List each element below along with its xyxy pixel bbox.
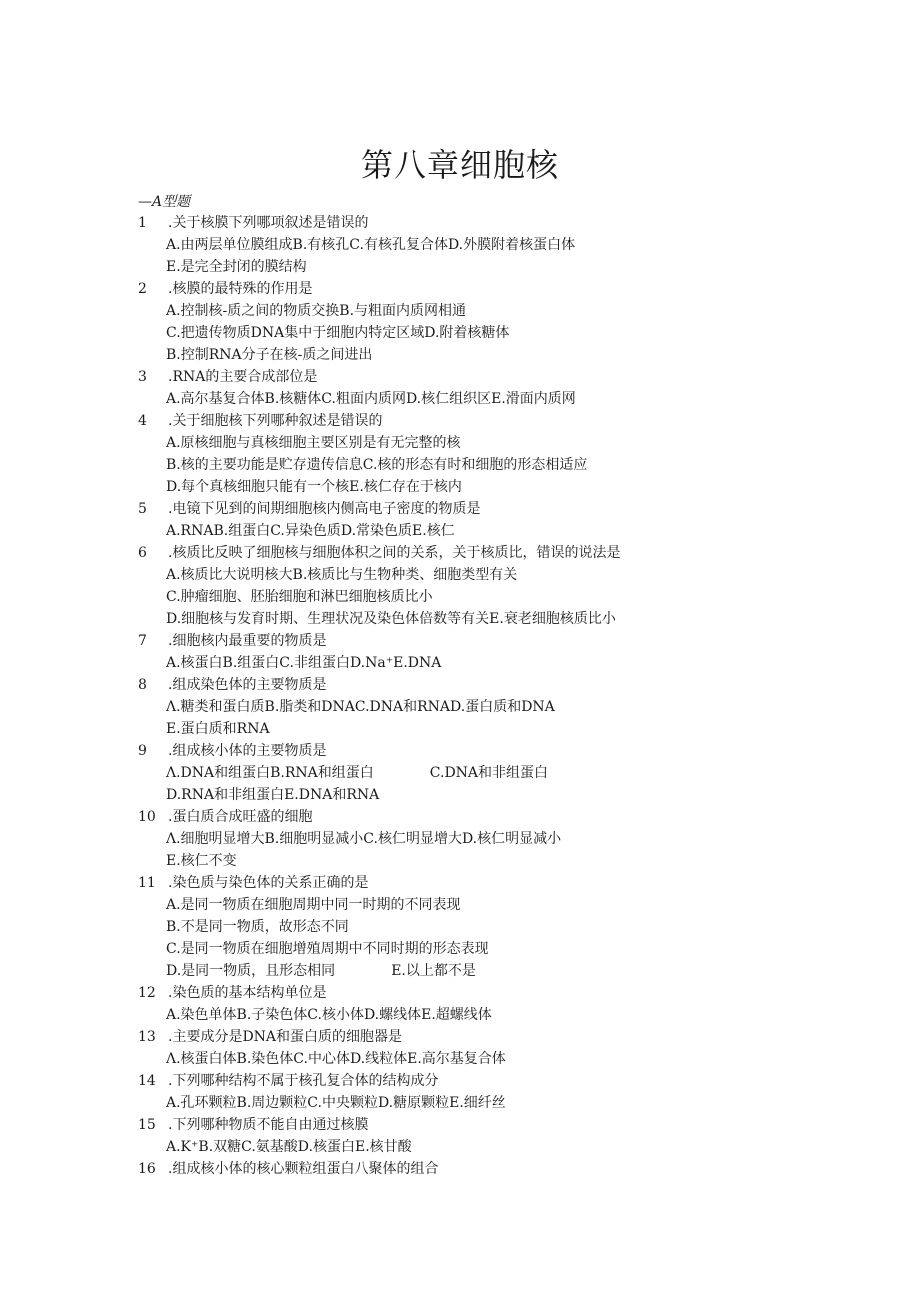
- question-stem: [0, 1114, 920, 1136]
- page-title: 第八章细胞核: [360, 146, 559, 184]
- option-text: E.以上都不是: [391, 963, 476, 979]
- answer-options: [0, 608, 920, 630]
- option-text: A.是同一物质在细胞周期中同一时期的不同表现: [166, 897, 461, 913]
- question-stem: [0, 630, 920, 652]
- question-stem: [0, 740, 920, 762]
- question-text: .染色质的基本结构单位是: [168, 985, 327, 1001]
- question-number: 8: [138, 677, 147, 693]
- question-number: 7: [138, 633, 147, 649]
- option-text: A.K⁺B.双糖C.氨基酸D.核蛋白E.核甘酸: [166, 1139, 412, 1155]
- question-text: .关于核膜下列哪项叙述是错误的: [168, 215, 369, 231]
- question-stem: [0, 212, 920, 234]
- question-number: 16: [138, 1161, 156, 1177]
- answer-options: [0, 454, 920, 476]
- option-text: D.每个真核细胞只能有一个核E.核仁存在于核内: [166, 479, 462, 495]
- answer-options: [0, 388, 920, 410]
- answer-options: [0, 828, 920, 850]
- answer-options: [0, 850, 920, 872]
- answer-options: [0, 916, 920, 938]
- option-text: Λ.糖类和蛋白质B.脂类和DNAC.DNA和RNAD.蛋白质和DNA: [166, 699, 555, 715]
- option-text: Λ.DNA和组蛋白B.RNA和组蛋白: [166, 765, 374, 781]
- option-text: A.控制核-质之间的物质交换B.与粗面内质网相通: [166, 303, 467, 319]
- option-text: C.DNA和非组蛋白: [429, 765, 549, 781]
- option-text: A.染色单体B.子染色体C.核小体D.螺线体E.超螺线体: [166, 1007, 492, 1023]
- option-text: C.把遗传物质DNA集中于细胞内特定区域D.附着核糖体: [166, 325, 510, 341]
- answer-options: [0, 718, 920, 740]
- question-stem: [0, 542, 920, 564]
- answer-options: [0, 652, 920, 674]
- question-stem: [0, 278, 920, 300]
- answer-options: [0, 762, 920, 784]
- option-text: C.是同一物质在细胞增殖周期中不同时期的形态表现: [166, 941, 489, 957]
- question-number: 4: [138, 413, 147, 429]
- question-number: 9: [138, 743, 147, 759]
- option-text: E.是完全封闭的膜结构: [166, 259, 307, 275]
- question-text: .核质比反映了细胞核与细胞体积之间的关系，关于核质比，错误的说法是: [168, 545, 621, 561]
- option-text: A.高尔基复合体B.核糖体C.粗面内质网D.核仁组织区E.滑面内质网: [166, 391, 576, 407]
- question-text: .下列哪种物质不能自由通过核膜: [168, 1117, 369, 1133]
- question-stem: [0, 1026, 920, 1048]
- option-text: B.控制RNA分子在核-质之间进出: [166, 347, 373, 363]
- option-text: B.不是同一物质，故形态不同: [166, 919, 349, 935]
- question-number: 13: [138, 1029, 156, 1045]
- question-text: .蛋白质合成旺盛的细胞: [168, 809, 313, 825]
- question-stem: [0, 982, 920, 1004]
- question-number: 3: [138, 369, 147, 385]
- question-text: .电镜下见到的间期细胞核内侧高电子密度的物质是: [168, 501, 481, 517]
- option-text: A.孔环颗粒B.周边颗粒C.中央颗粒D.糖原颗粒E.细纤丝: [166, 1095, 506, 1111]
- answer-options: [0, 586, 920, 608]
- option-text: E.蛋白质和RNA: [166, 721, 270, 737]
- option-text: Λ.核蛋白体B.染色体C.中心体D.线粒体E.高尔基复合体: [166, 1051, 506, 1067]
- option-text: B.核的主要功能是贮存遗传信息C.核的形态有时和细胞的形态相适应: [166, 457, 588, 473]
- question-stem: [0, 366, 920, 388]
- question-number: 6: [138, 545, 147, 561]
- question-number: 10: [138, 809, 156, 825]
- question-text: .下列哪种结构不属于核孔复合体的结构成分: [168, 1073, 439, 1089]
- question-text: .组成染色体的主要物质是: [168, 677, 327, 693]
- answer-options: [0, 1136, 920, 1158]
- option-text: D.RNA和非组蛋白E.DNA和RNA: [166, 787, 380, 803]
- question-text: .关于细胞核下列哪种叙述是错误的: [168, 413, 383, 429]
- question-stem: [0, 410, 920, 432]
- question-text: .RNA的主要合成部位是: [168, 369, 318, 385]
- question-text: .染色质与染色体的关系正确的是: [168, 875, 369, 891]
- answer-options: [0, 300, 920, 322]
- option-text: C.肿瘤细胞、胚胎细胞和淋巴细胞核质比小: [166, 589, 433, 605]
- question-text: .主要成分是DNA和蛋白质的细胞器是: [168, 1029, 403, 1045]
- answer-options: [0, 322, 920, 344]
- option-text: D.是同一物质，且形态相同: [166, 963, 336, 979]
- answer-options: [0, 938, 920, 960]
- option-text: A.由两层单位膜组成B.有核孔C.有核孔复合体D.外膜附着核蛋白体: [166, 237, 576, 253]
- section-heading: —A型题: [138, 194, 191, 210]
- option-text: Λ.细胞明显增大B.细胞明显减小C.核仁明显增大D.核仁明显减小: [166, 831, 562, 847]
- answer-options: [0, 784, 920, 806]
- question-number: 5: [138, 501, 147, 517]
- question-number: 11: [138, 875, 156, 891]
- question-stem: [0, 498, 920, 520]
- question-stem: [0, 806, 920, 828]
- option-text: A.原核细胞与真核细胞主要区别是有无完整的核: [166, 435, 461, 451]
- answer-options: [0, 696, 920, 718]
- answer-options: [0, 564, 920, 586]
- question-stem: [0, 1158, 920, 1180]
- question-text: .组成核小体的核心颗粒组蛋白八聚体的组合: [168, 1161, 439, 1177]
- option-text: E.核仁不变: [166, 853, 237, 869]
- question-stem: [0, 872, 920, 894]
- answer-options: [0, 520, 920, 542]
- question-text: .细胞核内最重要的物质是: [168, 633, 327, 649]
- answer-options: [0, 234, 920, 256]
- answer-options: [0, 894, 920, 916]
- question-stem: [0, 1070, 920, 1092]
- answer-options: [0, 476, 920, 498]
- question-text: .核膜的最特殊的作用是: [168, 281, 313, 297]
- answer-options: [0, 1092, 920, 1114]
- answer-options: [0, 1048, 920, 1070]
- answer-options: [0, 1004, 920, 1026]
- question-number: 1: [138, 215, 147, 231]
- answer-options: [0, 432, 920, 454]
- question-list: [0, 212, 920, 1180]
- option-text: D.细胞核与发育时期、生理状况及染色体倍数等有关E.衰老细胞核质比小: [166, 611, 616, 627]
- option-text: A.核质比大说明核大B.核质比与生物种类、细胞类型有关: [166, 567, 518, 583]
- option-text: A.RNAB.组蛋白C.异染色质D.常染色质E.核仁: [166, 523, 455, 539]
- question-text: .组成核小体的主要物质是: [168, 743, 327, 759]
- question-number: 14: [138, 1073, 156, 1089]
- answer-options: [0, 960, 920, 982]
- question-stem: [0, 674, 920, 696]
- option-text: A.核蛋白B.组蛋白C.非组蛋白D.Na⁺E.DNA: [166, 655, 442, 671]
- answer-options: [0, 344, 920, 366]
- question-number: 2: [138, 281, 147, 297]
- question-number: 12: [138, 985, 156, 1001]
- answer-options: [0, 256, 920, 278]
- question-number: 15: [138, 1117, 156, 1133]
